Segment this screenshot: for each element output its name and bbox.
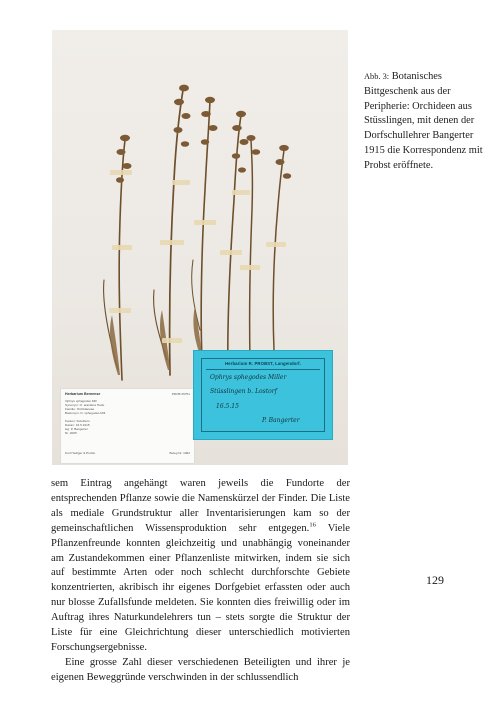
label-rule <box>206 369 320 370</box>
card-date: Datum: 16.5.1915 <box>65 423 90 427</box>
label-handwriting-4: P. Bangerter <box>262 417 300 424</box>
caption-text: Botanisches Bittgeschenk aus der Peripherie: Orchideen aus Stüsslingen, mit denen der Dorfschullehrer Bangerter 1915 die Korrespondenz mit Probst eröffnete. <box>364 71 483 171</box>
footnote-marker: 16 <box>309 521 316 529</box>
card-collector: leg. P. Bangerter <box>65 427 88 431</box>
card-title: Herbarium Bernense <box>65 392 101 396</box>
label-frame <box>201 358 325 432</box>
figure-caption <box>364 70 490 174</box>
caption-figure-number: Abb. 3: <box>364 72 390 81</box>
paragraph-1-part-b: Viele Pflanzenfreunde konnten gleichzeitig und unabhängig voneinander am Zustandekommen einer Pflanzenliste mitwirken, indem sie sich auf bestimmte Arten oder noch schlecht durchforschte Gebiete konzentrierten, akribisch ihr eigenes Dorfgebiet erfassten oder auch nur blosse Zufallsfunde meldeten. Sie konnten dies freiwillig oder im Auftrag ihres Naturkundelehrers tun – stets sorgte die Struktur der Liste für eine Gleichrichtung dieser unterschiedlich motivierten Forschungsergebnisse. <box>51 522 350 653</box>
card-species: Ophrys sphegodes Mill. <box>65 399 98 403</box>
label-handwriting-2: Stüsslingen b. Lostorf <box>210 388 277 395</box>
card-synonym: Synonym: O. aranifera Huds. <box>65 403 105 407</box>
card-family: Familie: Orchidaceae <box>65 407 95 411</box>
paragraph-2: Eine grosse Zahl dieser verschiedenen Beteiligten und ihrer je eigenen Beweggründe verschwinden in der schlussendlich <box>51 656 350 683</box>
label-handwriting-3: 16.5.15 <box>216 403 239 410</box>
body-text <box>51 477 350 686</box>
paragraph-1 <box>51 477 350 656</box>
herbarium-photo <box>52 30 348 465</box>
paragraph-1-part-a: sem Eintrag angehängt waren jeweils die Fundorte der entsprechenden Pflanze sowie die Namenskürzel der Finder. Die Liste als mediale Grundstruktur aller Inventarisierungen kam so der gemeinschaftlichen Wissensproduktion sehr entgegen. <box>51 478 350 534</box>
label-header: Herbarium R. PROBST, Langendorf. <box>224 361 302 366</box>
card-footer-left: Kurt Hediger & Probst <box>65 451 96 455</box>
card-basionym: Basionym: O. sphegodes Mill. <box>65 411 106 415</box>
card-canton: Kanton: Solothurn <box>65 419 90 423</box>
card-footer-right: Beleg Nr. 1062 <box>169 451 190 455</box>
label-handwriting-1: Ophrys sphegodes Miller <box>210 374 287 381</box>
herbarium-label-card <box>61 389 194 463</box>
page-number: 129 <box>426 573 444 587</box>
card-number: Nr. 2005 <box>65 431 77 435</box>
probst-herbarium-label <box>193 350 333 440</box>
card-code: PROB 25751 <box>171 392 190 396</box>
